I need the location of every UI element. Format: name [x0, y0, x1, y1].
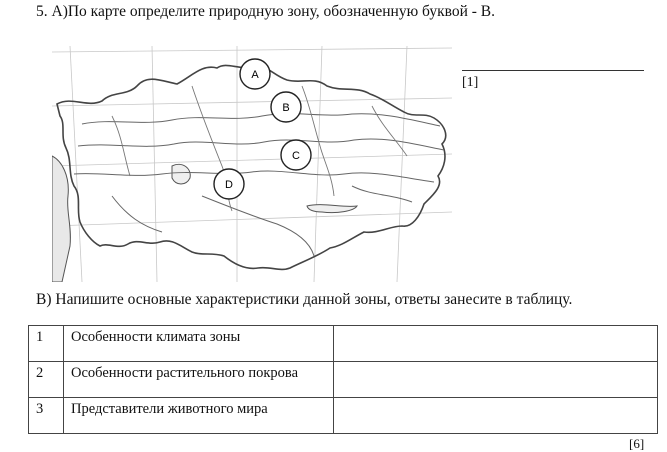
answer-table: [28, 325, 658, 434]
question-title: 5. А)По карте определите природную зону, обозначенную буквой - В.: [36, 3, 496, 20]
row-label: Особенности климата зоны: [64, 326, 334, 362]
zone-label-b: B: [282, 102, 290, 114]
answer-cell[interactable]: [334, 398, 658, 434]
zone-label-c: C: [292, 150, 300, 162]
row-number: 2: [29, 362, 64, 398]
zone-marker-c: [281, 140, 311, 170]
row-label: Представители животного мира: [64, 398, 334, 434]
answer-cell[interactable]: [334, 326, 658, 362]
zone-label-d: D: [225, 179, 233, 191]
answer-cell[interactable]: [334, 362, 658, 398]
answer-line[interactable]: [462, 70, 644, 71]
table-row: [29, 398, 658, 434]
row-number: 1: [29, 326, 64, 362]
table-row: [29, 326, 658, 362]
kazakhstan-map: [52, 46, 452, 282]
row-label: Особенности растительного покрова: [64, 362, 334, 398]
row-number: 3: [29, 398, 64, 434]
subquestion-title: В) Напишите основные характеристики данной зоны, ответы занесите в таблицу.: [36, 291, 573, 308]
zone-marker-d: [214, 169, 244, 199]
zone-marker-a: [240, 59, 270, 89]
zone-marker-b: [271, 92, 301, 122]
score-a: [1]: [462, 75, 479, 90]
zone-label-a: A: [251, 69, 259, 81]
table-row: [29, 362, 658, 398]
score-b: [6]: [629, 436, 645, 451]
